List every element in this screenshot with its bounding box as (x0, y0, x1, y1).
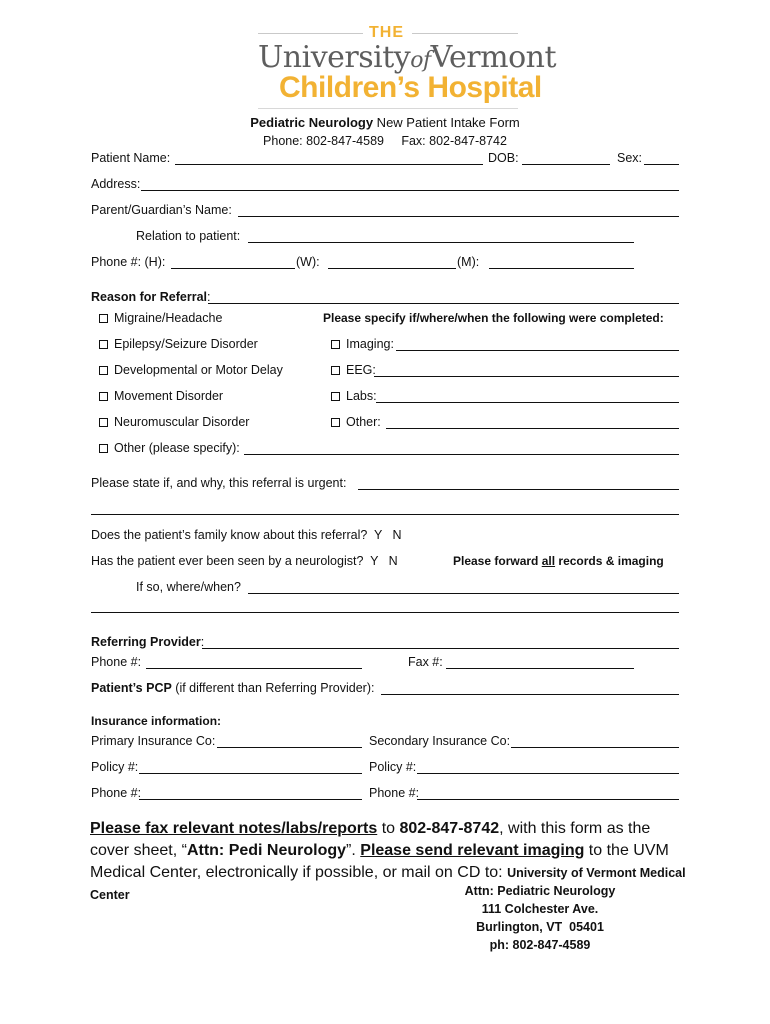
logo-the: THE (369, 24, 404, 41)
policy-right-field[interactable] (417, 773, 679, 774)
logo-childrens-hospital: Children’s Hospital (279, 71, 542, 104)
address-line-city: Burlington, VT 05401 (476, 920, 604, 934)
logo-underline (258, 108, 518, 109)
pcp-label: Patient’s PCP (if different than Referring Provider): (91, 681, 375, 695)
insurance-phone-right-field[interactable] (417, 799, 679, 800)
checkbox-other-condition[interactable] (99, 444, 108, 453)
dob-field[interactable] (522, 164, 610, 165)
urgent-field-2[interactable] (91, 514, 679, 515)
checkbox-imaging[interactable] (331, 340, 340, 349)
phone-mobile-field[interactable] (489, 268, 634, 269)
condition-movement: Movement Disorder (114, 389, 224, 403)
pcp-field[interactable] (381, 694, 679, 695)
address-line-attn: Attn: Pediatric Neurology (464, 884, 616, 898)
patient-name-field[interactable] (175, 164, 483, 165)
urgent-label: Please state if, and why, this referral is urgent: (91, 476, 347, 490)
completed-other-field[interactable] (386, 428, 679, 429)
insurance-phone-left-label: Phone #: (91, 786, 142, 800)
phone-home-field[interactable] (171, 268, 295, 269)
phone-work-label: (W): (296, 255, 320, 269)
family-know-question: Does the patient’s family know about this referral? Y N (91, 528, 402, 542)
checkbox-developmental[interactable] (99, 366, 108, 375)
checkbox-labs[interactable] (331, 392, 340, 401)
dob-label: DOB: (488, 151, 519, 165)
insurance-phone-left-field[interactable] (139, 799, 362, 800)
if-so-field-2[interactable] (91, 612, 679, 613)
address-line-phone: ph: 802-847-4589 (489, 938, 591, 952)
primary-insurance-label: Primary Insurance Co: (91, 734, 216, 748)
phone-work-field[interactable] (328, 268, 456, 269)
address-line-street: 111 Colchester Ave. (481, 902, 599, 916)
completed-labs-label: Labs: (346, 389, 377, 403)
patient-name-label: Patient Name: (91, 151, 171, 165)
completed-imaging-field[interactable] (396, 350, 679, 351)
provider-fax-field[interactable] (446, 668, 634, 669)
sex-field[interactable] (644, 164, 679, 165)
provider-fax-label: Fax #: (408, 655, 443, 669)
checkbox-eeg[interactable] (331, 366, 340, 375)
provider-phone-field[interactable] (146, 668, 362, 669)
policy-left-label: Policy #: (91, 760, 139, 774)
relation-label: Relation to patient: (136, 229, 241, 243)
relation-field[interactable] (248, 242, 634, 243)
guardian-field[interactable] (238, 216, 679, 217)
if-so-field-1[interactable] (248, 593, 679, 594)
completed-other-label: Other: (346, 415, 381, 429)
seen-neurologist-question: Has the patient ever been seen by a neurologist? Y N (91, 554, 398, 568)
logo-university-of-vermont: UniversityofVermont (258, 40, 557, 75)
completed-labs-field[interactable] (376, 402, 679, 403)
condition-migraine: Migraine/Headache (114, 311, 223, 325)
specify-completed-heading: Please specify if/where/when the following were completed: (323, 311, 664, 325)
forward-records-note: Please forward all records & imaging (453, 554, 664, 568)
referring-provider-label: Referring Provider: (91, 635, 205, 649)
policy-right-label: Policy #: (369, 760, 417, 774)
completed-eeg-field[interactable] (374, 376, 679, 377)
checkbox-neuromuscular[interactable] (99, 418, 108, 427)
primary-insurance-field[interactable] (217, 747, 362, 748)
logo-rule-left (258, 33, 363, 34)
completed-imaging-label: Imaging: (346, 337, 394, 351)
sex-label: Sex: (617, 151, 643, 165)
reason-for-referral-label: Reason for Referral: (91, 290, 211, 304)
if-so-label: If so, where/when? (136, 580, 241, 594)
completed-eeg-label: EEG: (346, 363, 376, 377)
condition-epilepsy: Epilepsy/Seizure Disorder (114, 337, 258, 351)
address-label: Address: (91, 177, 141, 191)
checkbox-movement[interactable] (99, 392, 108, 401)
condition-other: Other (please specify): (114, 441, 240, 455)
checkbox-other-completed[interactable] (331, 418, 340, 427)
policy-left-field[interactable] (139, 773, 362, 774)
insurance-heading: Insurance information: (91, 714, 222, 728)
phone-home-label: Phone #: (H): (91, 255, 166, 269)
reason-for-referral-field[interactable] (208, 303, 679, 304)
form-contact: Phone: 802-847-4589 Fax: 802-847-8742 (263, 134, 507, 148)
fax-instructions: Please fax relevant notes/labs/reports to 802-847-8742, with this form as the cover sheet, “Attn: Pedi Neurology”. Please send relevant imaging to the UVM Medical Center, electronically if possible, or mail on CD to: University of Vermont Medical Center (90, 820, 686, 902)
guardian-label: Parent/Guardian’s Name: (91, 203, 232, 217)
condition-neuromuscular: Neuromuscular Disorder (114, 415, 250, 429)
logo-rule-right (412, 33, 518, 34)
secondary-insurance-label: Secondary Insurance Co: (369, 734, 511, 748)
phone-mobile-label: (M): (457, 255, 480, 269)
secondary-insurance-field[interactable] (511, 747, 679, 748)
urgent-field-1[interactable] (358, 489, 679, 490)
referring-provider-field[interactable] (202, 648, 679, 649)
insurance-phone-right-label: Phone #: (369, 786, 420, 800)
checkbox-epilepsy[interactable] (99, 340, 108, 349)
form-title: Pediatric Neurology New Patient Intake Form (250, 115, 520, 130)
condition-developmental: Developmental or Motor Delay (114, 363, 283, 377)
address-field[interactable] (141, 190, 679, 191)
provider-phone-label: Phone #: (91, 655, 142, 669)
condition-other-field[interactable] (244, 454, 679, 455)
checkbox-migraine[interactable] (99, 314, 108, 323)
